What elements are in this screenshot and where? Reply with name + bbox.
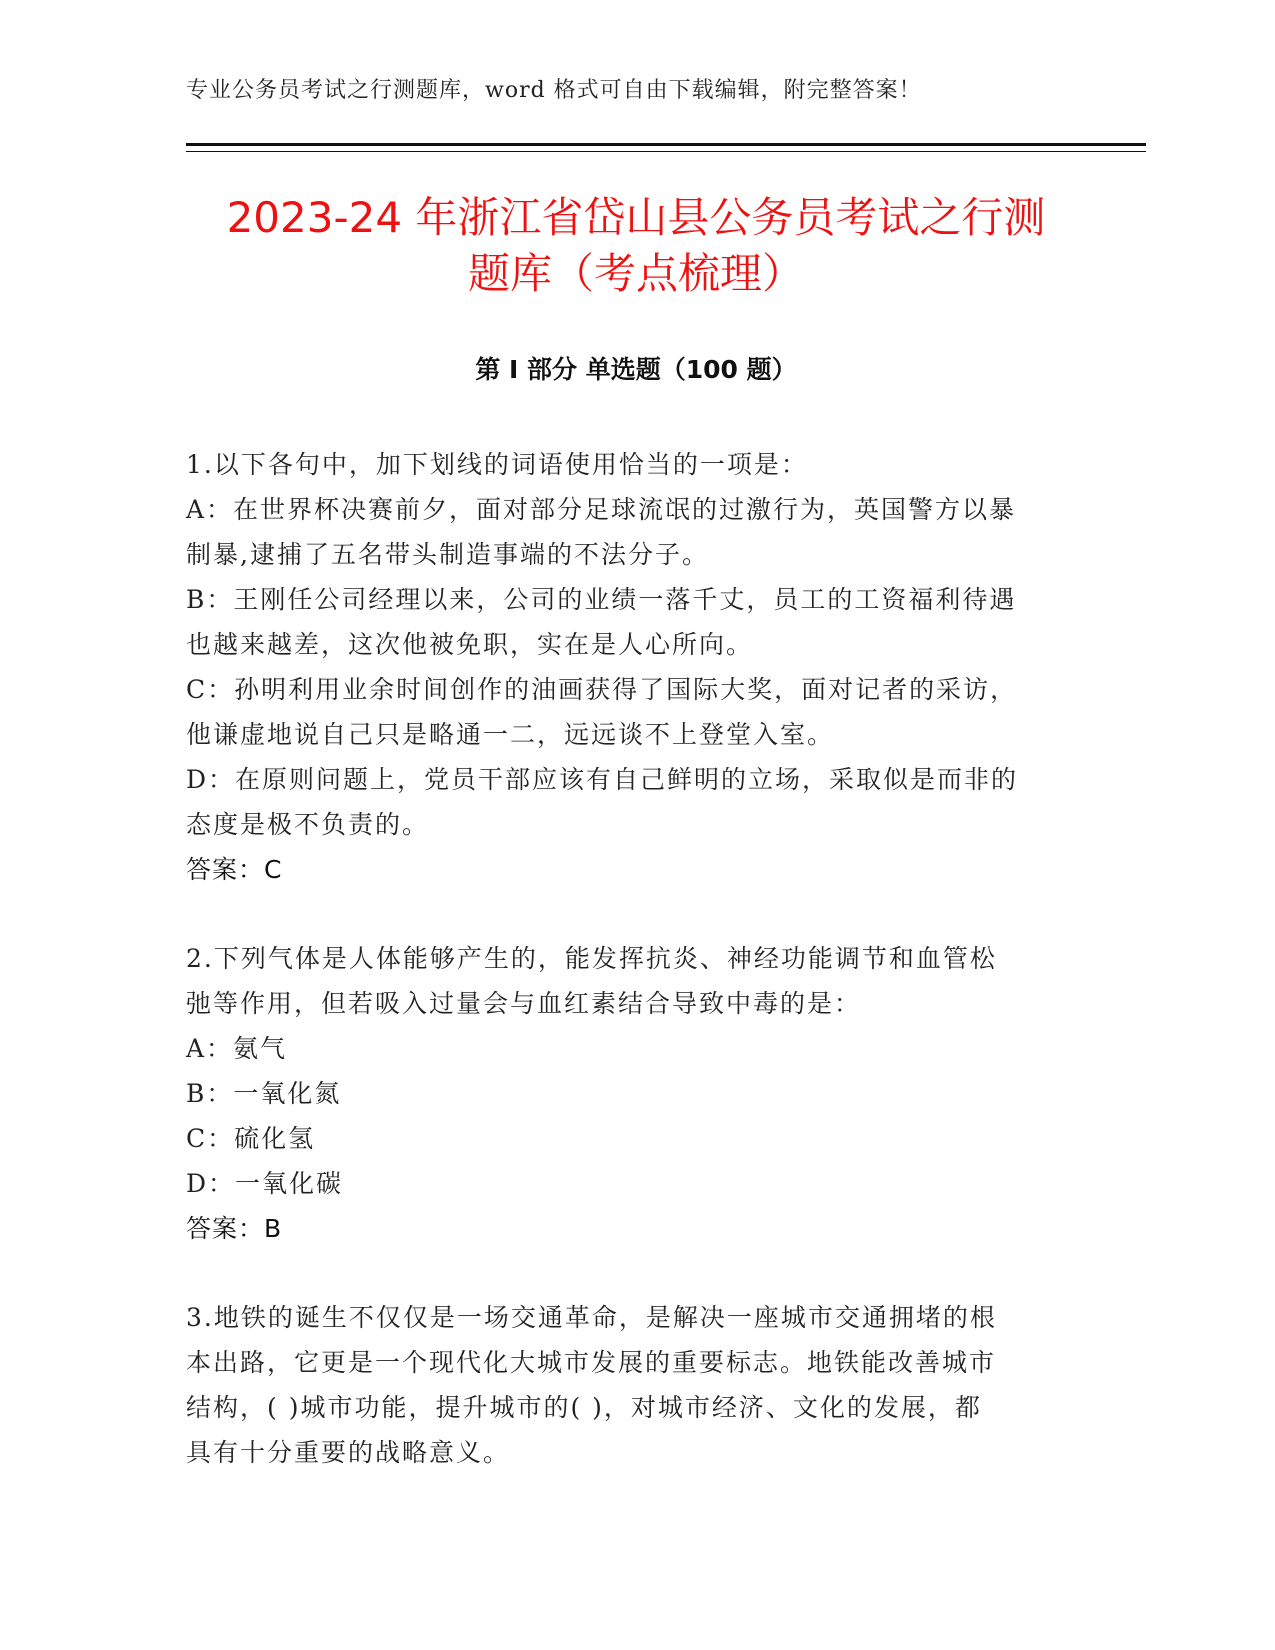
question-stem-line: 具有十分重要的战略意义。 xyxy=(186,1438,511,1467)
question-stem-line: 结构，( )城市功能，提升城市的( )，对城市经济、文化的发展，都 xyxy=(186,1393,982,1422)
question-2 xyxy=(186,936,1086,1251)
question-1 xyxy=(186,442,1086,892)
option-a-line: 制暴,逮捕了五名带头制造事端的不法分子。 xyxy=(186,540,709,569)
section-title: 第 I 部分 单选题（100 题） xyxy=(475,355,797,384)
option-b-line: 也越来越差，这次他被免职，实在是人心所向。 xyxy=(186,630,754,659)
question-stem-line: 2.下列气体是人体能够产生的，能发挥抗炎、神经功能调节和血管松 xyxy=(186,944,997,973)
answer-label: 答案：B xyxy=(186,1214,283,1243)
option-a-line: A：在世界杯决赛前夕，面对部分足球流氓的过激行为，英国警方以暴 xyxy=(186,495,1017,524)
answer-label: 答案：C xyxy=(186,855,283,884)
question-stem-line: 3.地铁的诞生不仅仅是一场交通革命，是解决一座城市交通拥堵的根 xyxy=(186,1303,997,1332)
option-b-line: B：王刚任公司经理以来，公司的业绩一落千丈，员工的工资福利待遇 xyxy=(186,585,1017,614)
option-d-line: D：在原则问题上，党员干部应该有自己鲜明的立场，采取似是而非的 xyxy=(186,765,1019,794)
header-rule-thick xyxy=(186,143,1146,146)
document-title xyxy=(186,190,1086,302)
question-list xyxy=(186,442,1086,1519)
option-d-line: D：一氧化碳 xyxy=(186,1169,344,1198)
option-a-line: A：氨气 xyxy=(186,1034,288,1063)
option-d-line: 态度是极不负责的。 xyxy=(186,810,430,839)
header-note: 专业公务员考试之行测题库，word 格式可自由下载编辑，附完整答案！ xyxy=(186,78,922,103)
question-stem-line: 1.以下各句中，加下划线的词语使用恰当的一项是： xyxy=(186,450,808,479)
header-rule-thin xyxy=(186,151,1146,152)
document-title-line-1: 2023-24 年浙江省岱山县公务员考试之行测 xyxy=(226,193,1046,242)
question-3 xyxy=(186,1295,1086,1475)
option-c-line: C：孙明利用业余时间创作的油画获得了国际大奖，面对记者的采访， xyxy=(186,675,1018,704)
document-title-line-2: 题库（考点梳理） xyxy=(467,249,804,298)
question-stem-line: 弛等作用，但若吸入过量会与血红素结合导致中毒的是： xyxy=(186,989,862,1018)
option-b-line: B：一氧化氮 xyxy=(186,1079,342,1108)
option-c-line: C：硫化氢 xyxy=(186,1124,316,1153)
question-stem-line: 本出路，它更是一个现代化大城市发展的重要标志。地铁能改善城市 xyxy=(186,1348,997,1377)
option-c-line: 他谦虚地说自己只是略通一二，远远谈不上登堂入室。 xyxy=(186,720,835,749)
